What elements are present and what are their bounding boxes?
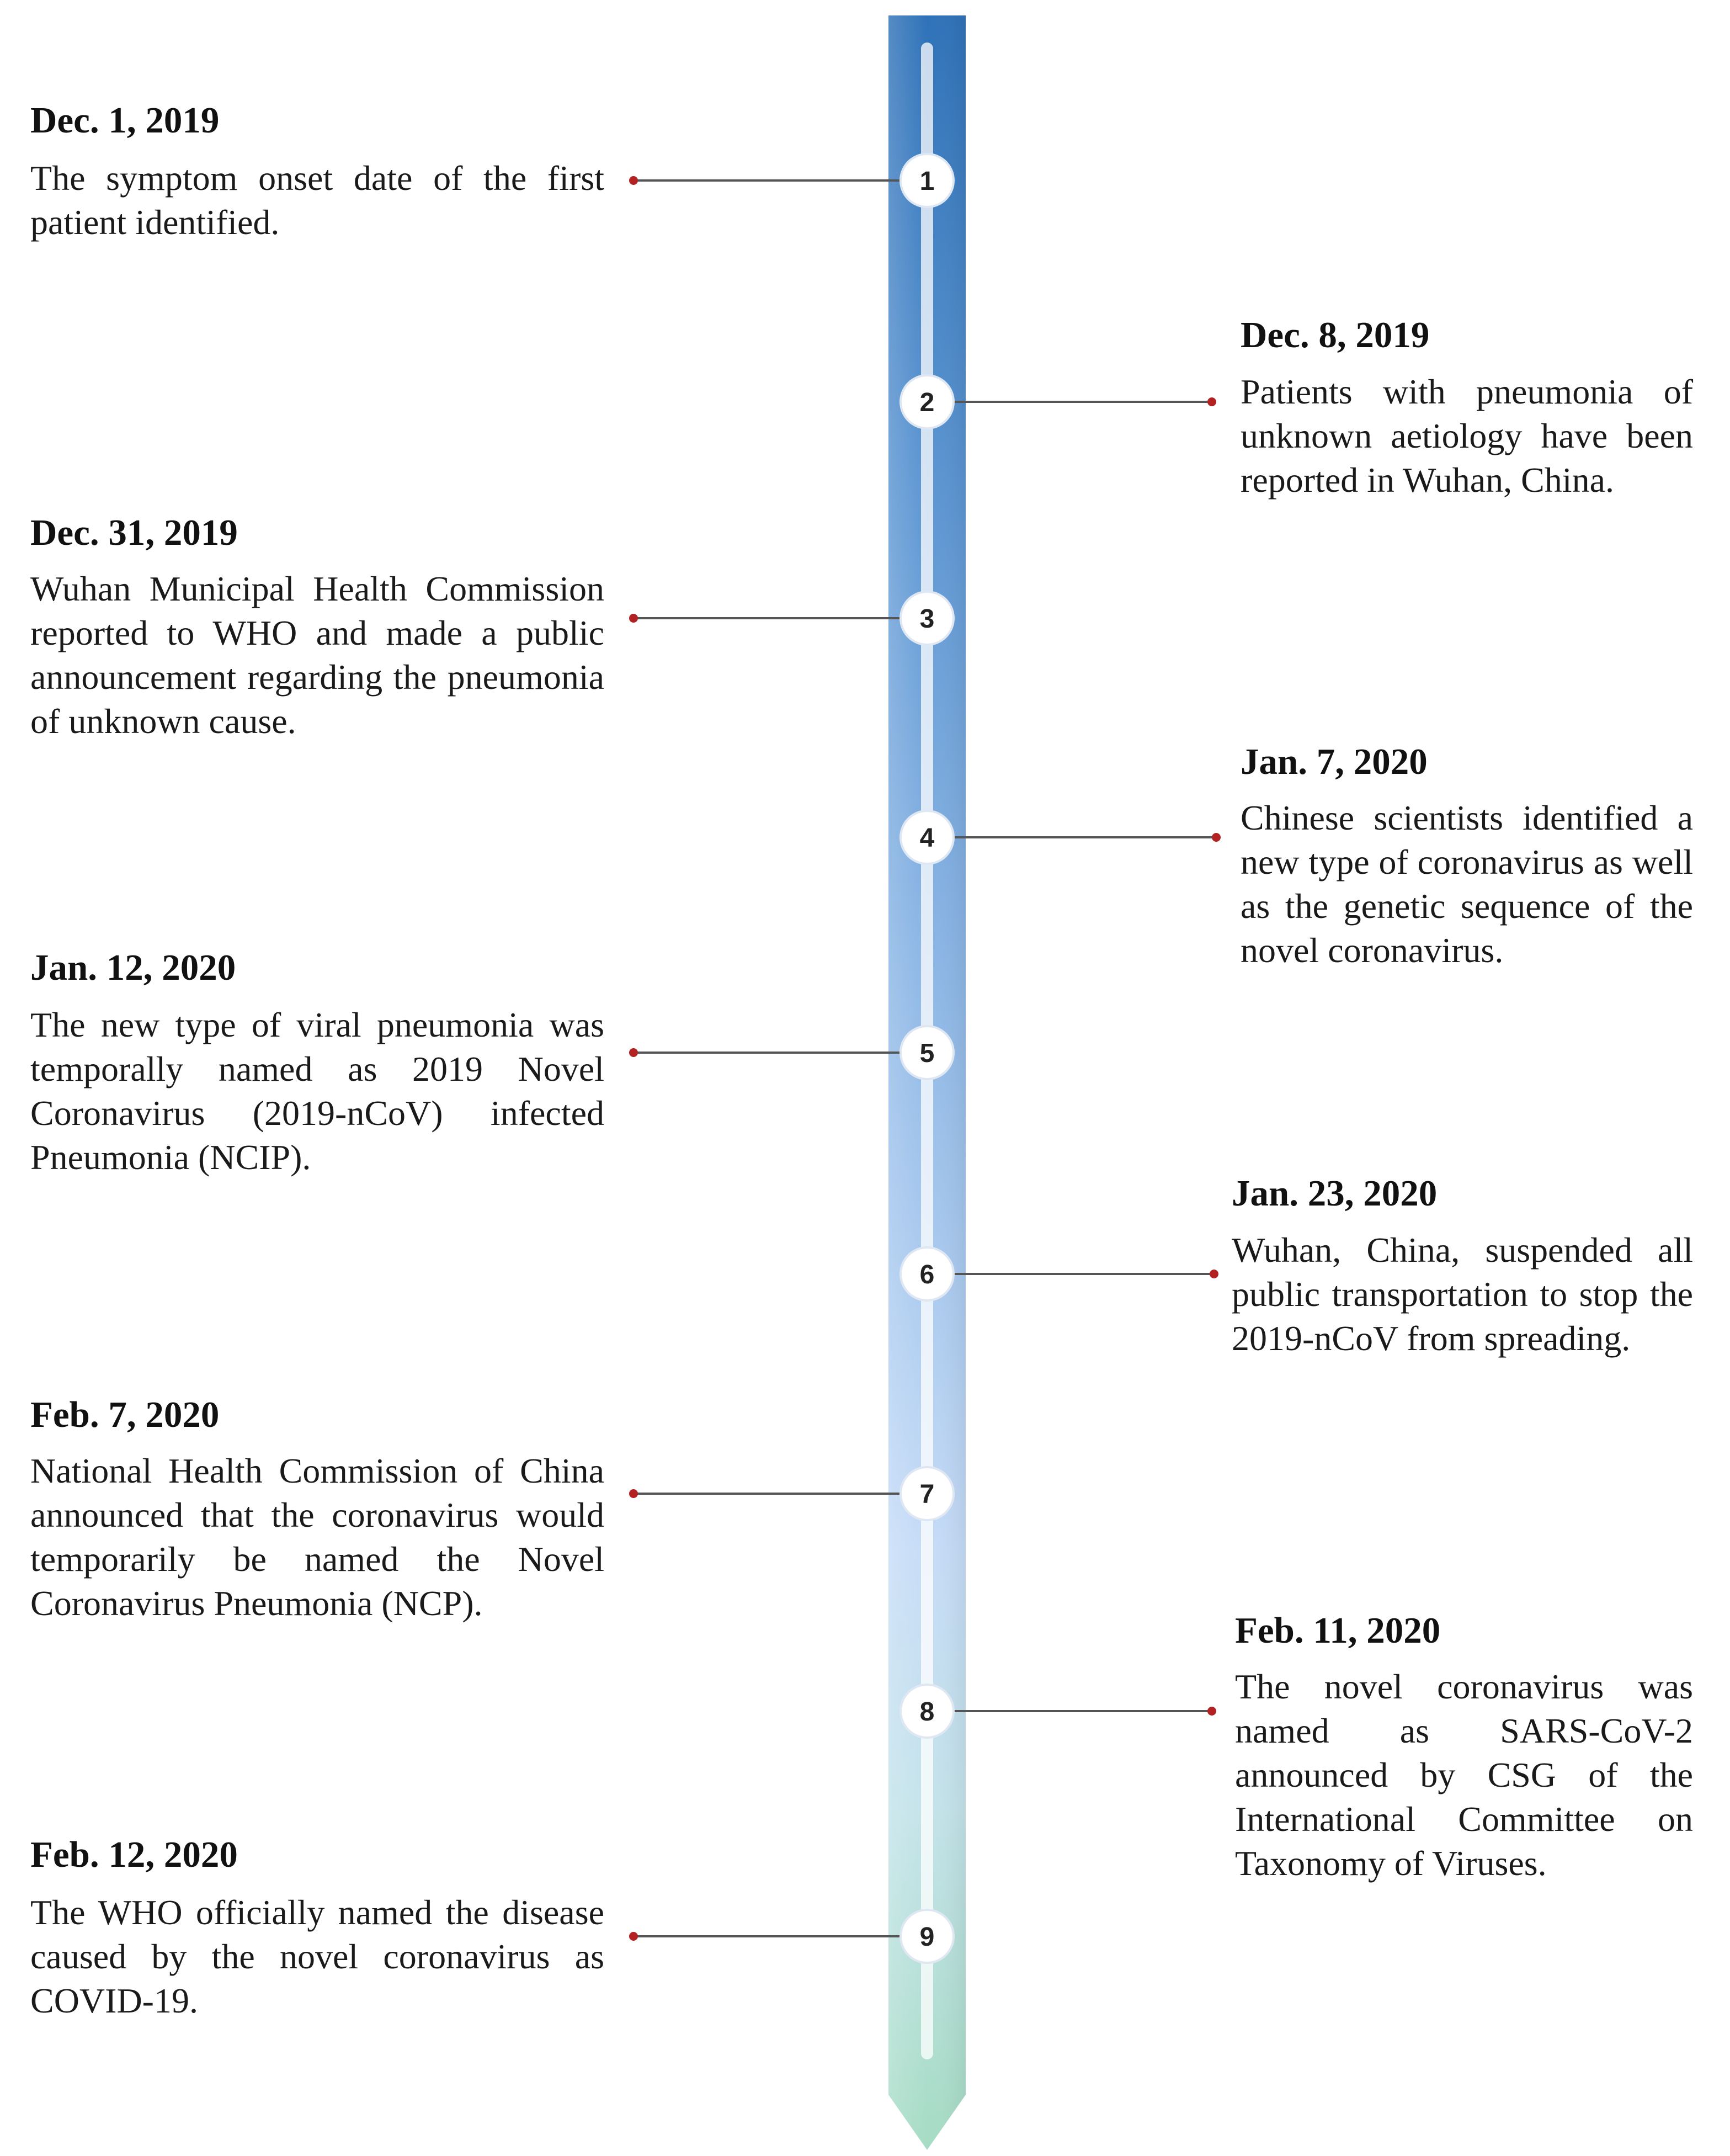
node-number-3: 3 [919,604,935,634]
timeline-node-7 [901,1467,954,1520]
connector-dot-1 [629,176,638,185]
event-date-7: Feb. 7, 2020 [30,1394,220,1435]
event-description-6: Wuhan, China, suspended all public transportation to stop the 2019-nCoV from spreading. [1232,1230,1693,1358]
node-number-2: 2 [919,388,935,417]
node-number-5: 5 [919,1039,935,1068]
connector-dot-9 [629,1932,638,1941]
connector-dot-4 [1212,833,1221,842]
node-number-6: 6 [919,1260,935,1289]
connector-dot-2 [1207,397,1216,406]
timeline-node-4 [901,811,954,864]
node-number-9: 9 [919,1923,935,1952]
node-number-7: 7 [919,1480,935,1509]
connector-dot-5 [629,1048,638,1057]
event-date-1: Dec. 1, 2019 [30,100,220,141]
timeline-node-3 [901,592,954,645]
timeline-node-6 [901,1247,954,1300]
connector-dot-6 [1210,1270,1218,1278]
event-description-4: Chinese scientists identified a new type of coronavirus as well as the genetic sequence of the novel coronavirus. [1241,798,1693,970]
event-description-5: The new type of viral pneumonia was temporally named as 2019 Novel Coronavirus (2019-nCoV) infected Pneumonia (NCIP). [30,1005,604,1177]
timeline-node-5 [901,1026,954,1079]
connector-dot-8 [1207,1707,1216,1716]
event-description-9: The WHO officially named the disease caused by the novel coronavirus as COVID-19. [30,1893,604,2020]
event-description-2: Patients with pneumonia of unknown aetiology have been reported in Wuhan, China. [1241,372,1693,500]
node-number-4: 4 [919,824,935,853]
timeline-node-2 [901,375,954,428]
connector-dot-3 [629,614,638,623]
event-date-8: Feb. 11, 2020 [1235,1610,1441,1651]
event-description-3: Wuhan Municipal Health Commission reported to WHO and made a public announcement regarding the pneumonia of unknown cause. [30,569,604,741]
event-date-9: Feb. 12, 2020 [30,1834,238,1875]
event-description-1: The symptom onset date of the first patient identified. [30,158,604,242]
timeline-node-9 [901,1910,954,1963]
event-date-6: Jan. 23, 2020 [1232,1173,1438,1214]
connector-dot-7 [629,1489,638,1498]
event-date-4: Jan. 7, 2020 [1241,741,1428,782]
event-date-3: Dec. 31, 2019 [30,512,238,553]
event-date-2: Dec. 8, 2019 [1241,315,1430,355]
node-number-8: 8 [919,1697,935,1727]
event-date-5: Jan. 12, 2020 [30,947,236,988]
timeline-node-8 [901,1685,954,1738]
event-description-8: The novel coronavirus was named as SARS-CoV-2 announced by CSG of the International Committee on Taxonomy of Viruses. [1235,1667,1693,1883]
timeline-node-1 [901,154,954,207]
event-description-7: National Health Commission of China announced that the coronavirus would temporarily be named the Novel Coronavirus Pneumonia (NCP). [30,1451,604,1623]
node-number-1: 1 [919,167,935,196]
